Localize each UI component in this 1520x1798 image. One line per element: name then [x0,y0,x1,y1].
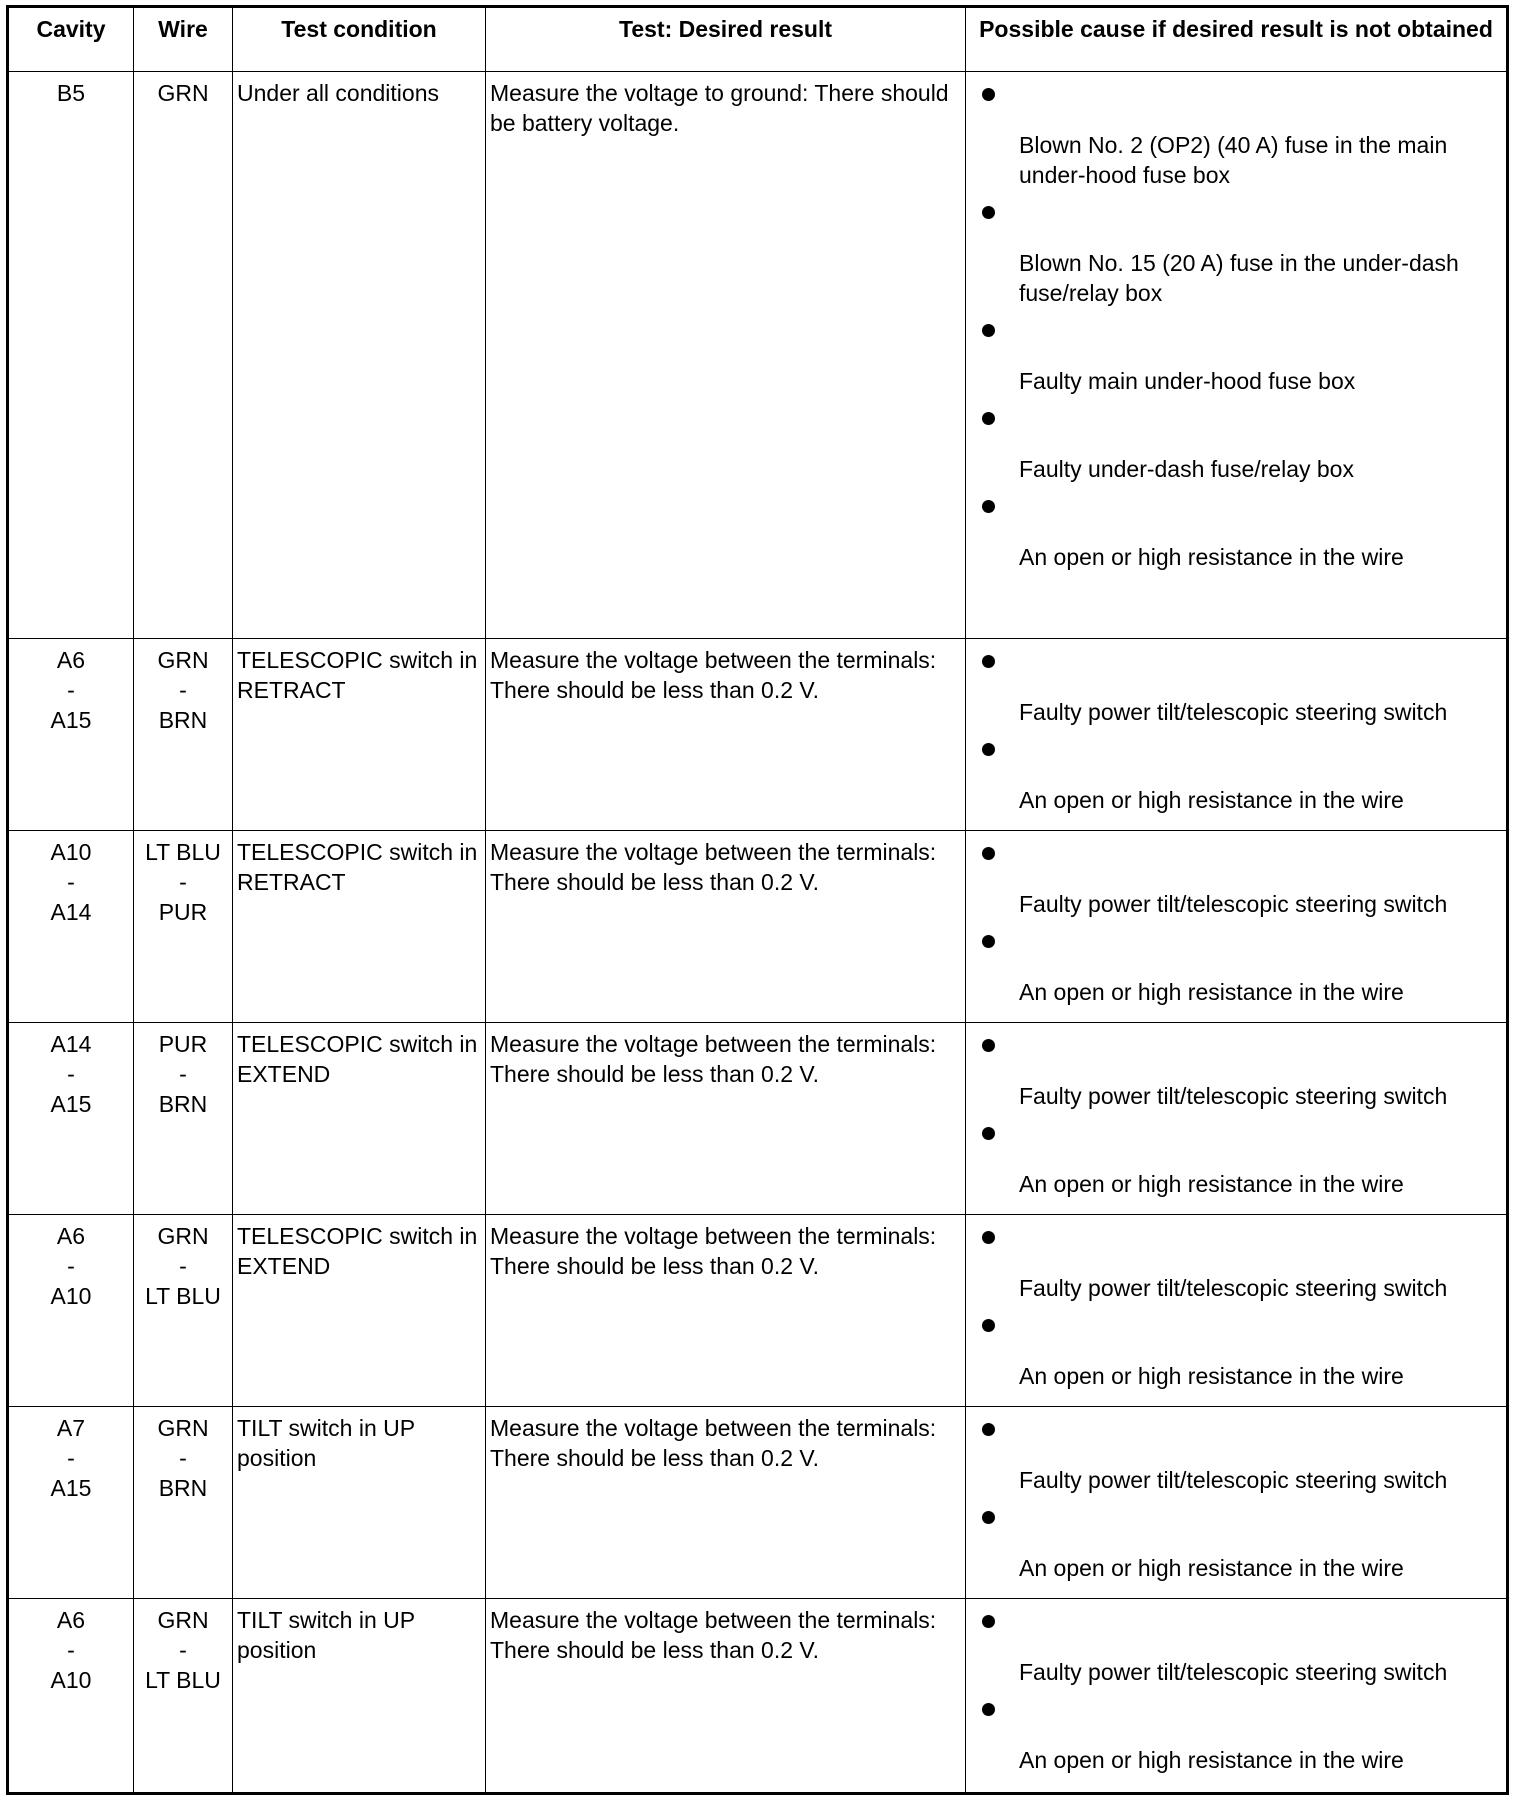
bullet-icon [982,1319,995,1332]
possible-cause-cell [966,639,1508,831]
table-row [8,1407,1508,1599]
wire-line: - [179,1253,187,1279]
cavity-line: - [67,869,75,895]
cavity-line: A10 [50,1283,92,1309]
cause-item [966,1407,1506,1495]
header-possible-cause: Possible cause if desired result is not obtained [966,7,1508,72]
cause-text: An open or high resistance in the wire [1019,1363,1404,1389]
wire-cell [134,72,233,639]
header-wire: Wire [134,7,233,72]
table-row [8,1215,1508,1407]
table-row [8,639,1508,831]
wire-line: GRN [157,80,209,106]
header-row [8,7,1508,72]
cause-item [966,1111,1506,1199]
test-condition-cell: TILT switch in UP position [233,1599,486,1794]
wire-line: BRN [158,707,208,733]
wire-line: - [179,869,187,895]
test-condition-cell: TELESCOPIC switch in RETRACT [233,831,486,1023]
possible-cause-cell [966,72,1508,639]
table-row [8,831,1508,1023]
wire-line: LT BLU [145,1283,221,1309]
wire-line: GRN [157,1223,209,1249]
bullet-icon [982,324,995,337]
cause-text: Faulty power tilt/telescopic steering switch [1019,1275,1448,1301]
wire-line: BRN [158,1091,208,1117]
header-test-condition: Test condition [233,7,486,72]
desired-result-cell: Measure the voltage between the terminals: There should be less than 0.2 V. [486,1599,966,1794]
cause-item [966,190,1506,308]
possible-cause-cell [966,831,1508,1023]
cavity-line: A6 [56,1223,86,1249]
cause-item [966,1495,1506,1583]
wire-line: BRN [158,1475,208,1501]
desired-result-cell: Measure the voltage to ground: There should be battery voltage. [486,72,966,639]
cause-item [966,396,1506,484]
cause-item [966,484,1506,572]
cavity-line: A14 [50,1031,92,1057]
cause-item [966,919,1506,1007]
cause-text: Blown No. 15 (20 A) fuse in the under-dash fuse/relay box [1019,250,1459,306]
bullet-icon [982,1703,995,1716]
cavity-line: A14 [50,899,92,925]
cause-text: An open or high resistance in the wire [1019,544,1404,570]
wire-line: LT BLU [145,839,221,865]
bullet-icon [982,743,995,756]
bullet-icon [982,1615,995,1628]
cavity-line: A10 [50,839,92,865]
table-row [8,1599,1508,1794]
cause-item [966,72,1506,190]
cause-item [966,727,1506,815]
cavity-line: A7 [56,1415,86,1441]
wire-line: LT BLU [145,1667,221,1693]
cause-item [966,1303,1506,1391]
cavity-line: B5 [56,80,86,106]
cause-text: Faulty power tilt/telescopic steering switch [1019,1083,1448,1109]
table-row [8,1023,1508,1215]
possible-cause-cell [966,1023,1508,1215]
wire-cell [134,1599,233,1794]
cause-text: Faulty power tilt/telescopic steering switch [1019,1659,1448,1685]
bullet-icon [982,1231,995,1244]
cavity-line: A15 [50,707,92,733]
bullet-icon [982,935,995,948]
cause-item [966,639,1506,727]
possible-cause-cell [966,1215,1508,1407]
wire-line: GRN [157,1607,209,1633]
wire-line: GRN [157,1415,209,1441]
cavity-line: A6 [56,1607,86,1633]
wire-cell [134,831,233,1023]
desired-result-cell: Measure the voltage between the terminals: There should be less than 0.2 V. [486,1407,966,1599]
cause-text: Faulty power tilt/telescopic steering switch [1019,891,1448,917]
cause-text: An open or high resistance in the wire [1019,979,1404,1005]
cause-item [966,1687,1506,1775]
bullet-icon [982,88,995,101]
cavity-line: A15 [50,1091,92,1117]
cause-text: An open or high resistance in the wire [1019,1171,1404,1197]
bullet-icon [982,500,995,513]
possible-cause-cell [966,1407,1508,1599]
cavity-line: - [67,1637,75,1663]
header-cavity: Cavity [8,7,134,72]
bullet-icon [982,1423,995,1436]
cause-text: Faulty main under-hood fuse box [1019,368,1356,394]
wire-line: - [179,1637,187,1663]
cavity-cell [8,1599,134,1794]
cause-item [966,1599,1506,1687]
cause-text: Blown No. 2 (OP2) (40 A) fuse in the main under-hood fuse box [1019,132,1448,188]
table-row [8,72,1508,639]
bullet-icon [982,1039,995,1052]
bullet-icon [982,1511,995,1524]
wire-cell [134,1023,233,1215]
terminal-test-table [6,5,1509,1795]
cause-item [966,1215,1506,1303]
cavity-line: A6 [56,647,86,673]
cavity-line: - [67,1253,75,1279]
test-condition-cell: TELESCOPIC switch in EXTEND [233,1023,486,1215]
wire-line: - [179,1061,187,1087]
wire-line: PUR [158,899,208,925]
bullet-icon [982,847,995,860]
bullet-icon [982,655,995,668]
cavity-cell [8,1023,134,1215]
wire-cell [134,1215,233,1407]
test-condition-cell: Under all conditions [233,72,486,639]
wire-line: GRN [157,647,209,673]
cavity-cell [8,72,134,639]
cavity-line: - [67,1061,75,1087]
cause-item [966,831,1506,919]
desired-result-cell: Measure the voltage between the terminals: There should be less than 0.2 V. [486,831,966,1023]
cause-text: An open or high resistance in the wire [1019,1747,1404,1773]
bullet-icon [982,1127,995,1140]
cavity-cell [8,1407,134,1599]
cavity-cell [8,1215,134,1407]
wire-line: PUR [158,1031,208,1057]
desired-result-cell: Measure the voltage between the terminals: There should be less than 0.2 V. [486,1215,966,1407]
test-condition-cell: TELESCOPIC switch in EXTEND [233,1215,486,1407]
cause-item [966,1023,1506,1111]
header-desired-result: Test: Desired result [486,7,966,72]
test-condition-cell: TELESCOPIC switch in RETRACT [233,639,486,831]
bullet-icon [982,412,995,425]
cause-text: Faulty under-dash fuse/relay box [1019,456,1354,482]
cause-text: Faulty power tilt/telescopic steering switch [1019,699,1448,725]
wire-cell [134,639,233,831]
wire-line: - [179,677,187,703]
cavity-line: - [67,677,75,703]
cavity-line: A10 [50,1667,92,1693]
cause-item [966,308,1506,396]
possible-cause-cell [966,1599,1508,1794]
cavity-line: A15 [50,1475,92,1501]
cause-text: Faulty power tilt/telescopic steering switch [1019,1467,1448,1493]
desired-result-cell: Measure the voltage between the terminals: There should be less than 0.2 V. [486,1023,966,1215]
desired-result-cell: Measure the voltage between the terminals: There should be less than 0.2 V. [486,639,966,831]
cavity-cell [8,639,134,831]
wire-cell [134,1407,233,1599]
wire-line: - [179,1445,187,1471]
cavity-line: - [67,1445,75,1471]
bullet-icon [982,206,995,219]
cause-text: An open or high resistance in the wire [1019,787,1404,813]
cause-text: An open or high resistance in the wire [1019,1555,1404,1581]
test-condition-cell: TILT switch in UP position [233,1407,486,1599]
cavity-cell [8,831,134,1023]
